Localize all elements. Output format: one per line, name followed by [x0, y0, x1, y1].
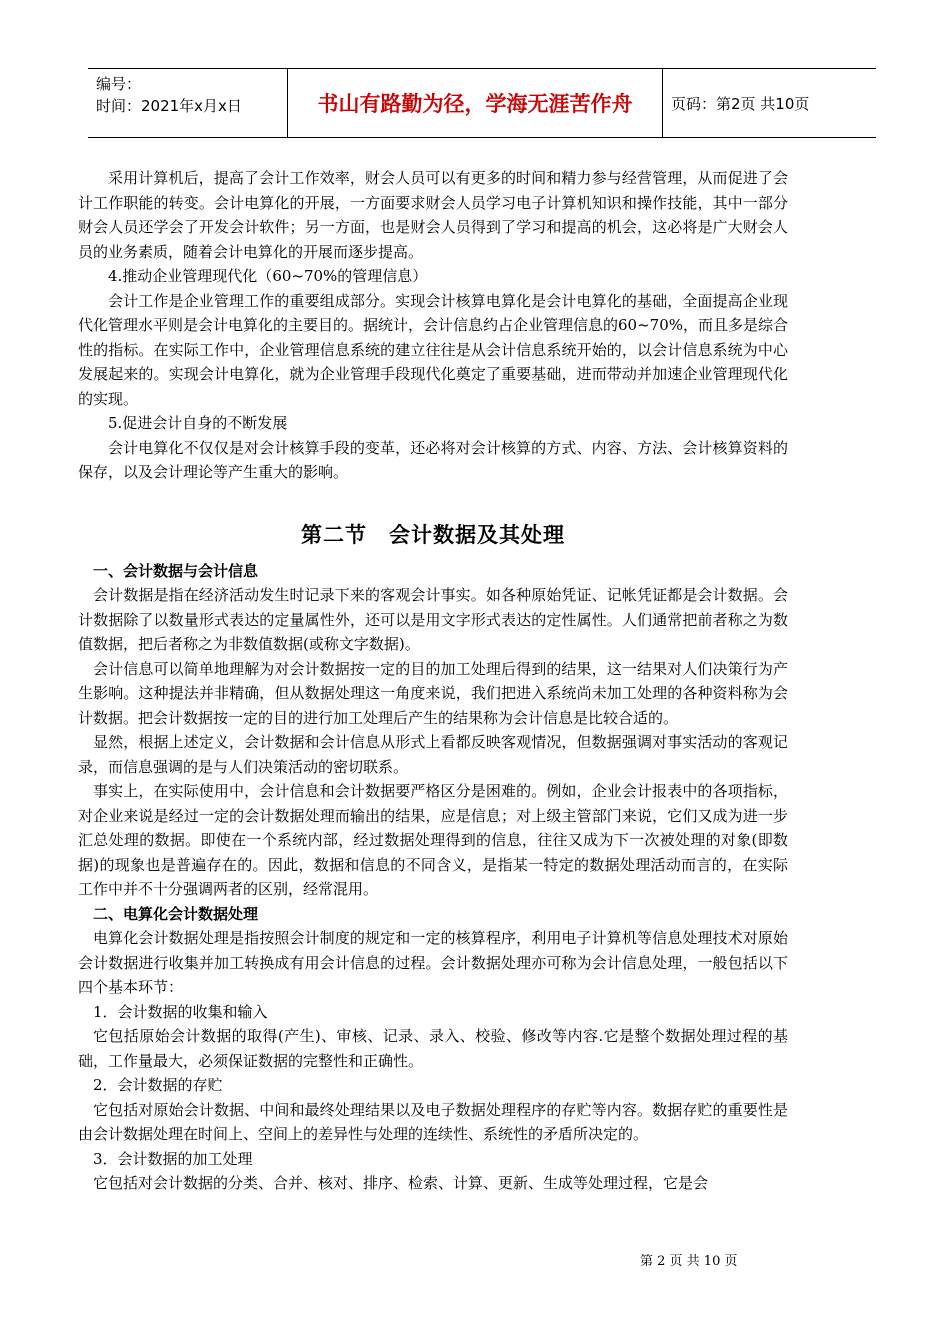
- header-meta: [88, 69, 288, 137]
- paragraph: 显然，根据上述定义，会计数据和会计信息从形式上看都反映客观情况，但数据强调对事实活动的客观记录，而信息强调的是与人们决策活动的密切联系。: [78, 733, 788, 776]
- paragraph: 会计数据是指在经济活动发生时记录下来的客观会计事实。如各种原始凭证、记帐凭证都是会计数据。会计数据除了以数量形式表达的定量属性外，还可以是用文字形式表达的定性属性。人们通常把前者称之为数值数据，把后者称之为非数值数据(或称文字数据)。: [78, 586, 788, 653]
- paragraph: 它包括对原始会计数据、中间和最终处理结果以及电子数据处理程序的存贮等内容。数据存贮的重要性是由会计数据处理在时间上、空间上的差异性与处理的连续性、系统性的矛盾所决定的。: [78, 1100, 788, 1143]
- document-body: [78, 166, 788, 1196]
- step-heading: 1．会计数据的收集和输入: [93, 1002, 268, 1021]
- list-item-heading: 4.推动企业管理现代化（60~70%的管理信息）: [108, 267, 428, 285]
- step-heading: 3．会计数据的加工处理: [93, 1149, 253, 1168]
- subsection-heading: 一、会计数据与会计信息: [93, 561, 259, 580]
- step-heading: 2．会计数据的存贮: [93, 1076, 223, 1094]
- paragraph: 会计信息可以简单地理解为对会计数据按一定的目的加工处理后得到的结果，这一结果对人们决策行为产生影响。这种提法并非精确，但从数据处理这一角度来说，我们把进入系统尚未加工处理的各种资料称为会计数据。把会计数据按一定的目的进行加工处理后产生的结果称为会计信息是比较合适的。: [78, 659, 788, 727]
- paragraph: 事实上，在实际使用中，会计信息和会计数据要严格区分是困难的。例如，企业会计报表中的各项指标，对企业来说是经过一定的会计数据处理而输出的结果，应是信息；对上级主管部门来说，它们又成为进一步汇总处理的数据。即使在一个系统内部，经过数据处理得到的信息，往往又成为下一次被处理的对象(即数据)的现象也是普遍存在的。因此，数据和信息的不同含义，是指某一特定的数据处理活动而言的，在实际工作中并不十分强调两者的区别，经常混用。: [78, 782, 788, 898]
- page-footer: 第 2 页 共 10 页: [640, 1254, 738, 1269]
- section-title: 第二节 会计数据及其处理: [301, 522, 565, 547]
- header-motto: 书山有路勤为径，学海无涯苦作舟: [288, 69, 663, 137]
- paragraph: 采用计算机后，提高了会计工作效率，财会人员可以有更多的时间和精力参与经营管理，从而促进了会计工作职能的转变。会计电算化的开展，一方面要求财会人员学习电子计算机知识和操作技能，其中一部分财会人员还学会了开发会计软件；另一方面，也是财会人员得到了学习和提高的机会，这必将是广大财会人员的业务素质，随着会计电算化的开展而逐步提高。: [78, 169, 788, 261]
- number-label: 编号：: [96, 75, 142, 93]
- paragraph: 它包括原始会计数据的取得(产生)、审核、记录、录入、校验、修改等内容.它是整个数据处理过程的基础，工作量最大，必须保证数据的完整性和正确性。: [78, 1027, 788, 1070]
- header-page-info: 页码：第2页 共10页: [671, 94, 810, 113]
- paragraph: 它包括对会计数据的分类、合并、核对、排序、检索、计算、更新、生成等处理过程，它是会: [93, 1174, 709, 1192]
- time-label: 时间：2021年x月x日: [96, 97, 242, 115]
- list-item-heading: 5.促进会计自身的不断发展: [108, 414, 288, 432]
- subsection-heading: 二、电算化会计数据处理: [93, 904, 259, 923]
- paragraph: 会计电算化不仅仅是对会计核算手段的变革，还必将对会计核算的方式、内容、方法、会计核算资料的保存，以及会计理论等产生重大的影响。: [78, 438, 788, 481]
- paragraph: 会计工作是企业管理工作的重要组成部分。实现会计核算电算化是会计电算化的基础，全面提高企业现代化管理水平则是会计电算化的主要目的。据统计，会计信息约占企业管理信息的60~70%，而且多是综合性的指标。在实际工作中，企业管理信息系统的建立往往是从会计信息系统开始的，以会计信息系统为中心发展起来的。实现会计电算化，就为企业管理手段现代化奠定了重要基础，进而带动并加速企业管理现代化的实现。: [78, 291, 788, 408]
- page-header: [88, 68, 876, 138]
- paragraph: 电算化会计数据处理是指按照会计制度的规定和一定的核算程序，利用电子计算机等信息处理技术对原始会计数据进行收集并加工转换成有用会计信息的过程。会计数据处理亦可称为会计信息处理，一般包括以下四个基本环节：: [78, 929, 788, 996]
